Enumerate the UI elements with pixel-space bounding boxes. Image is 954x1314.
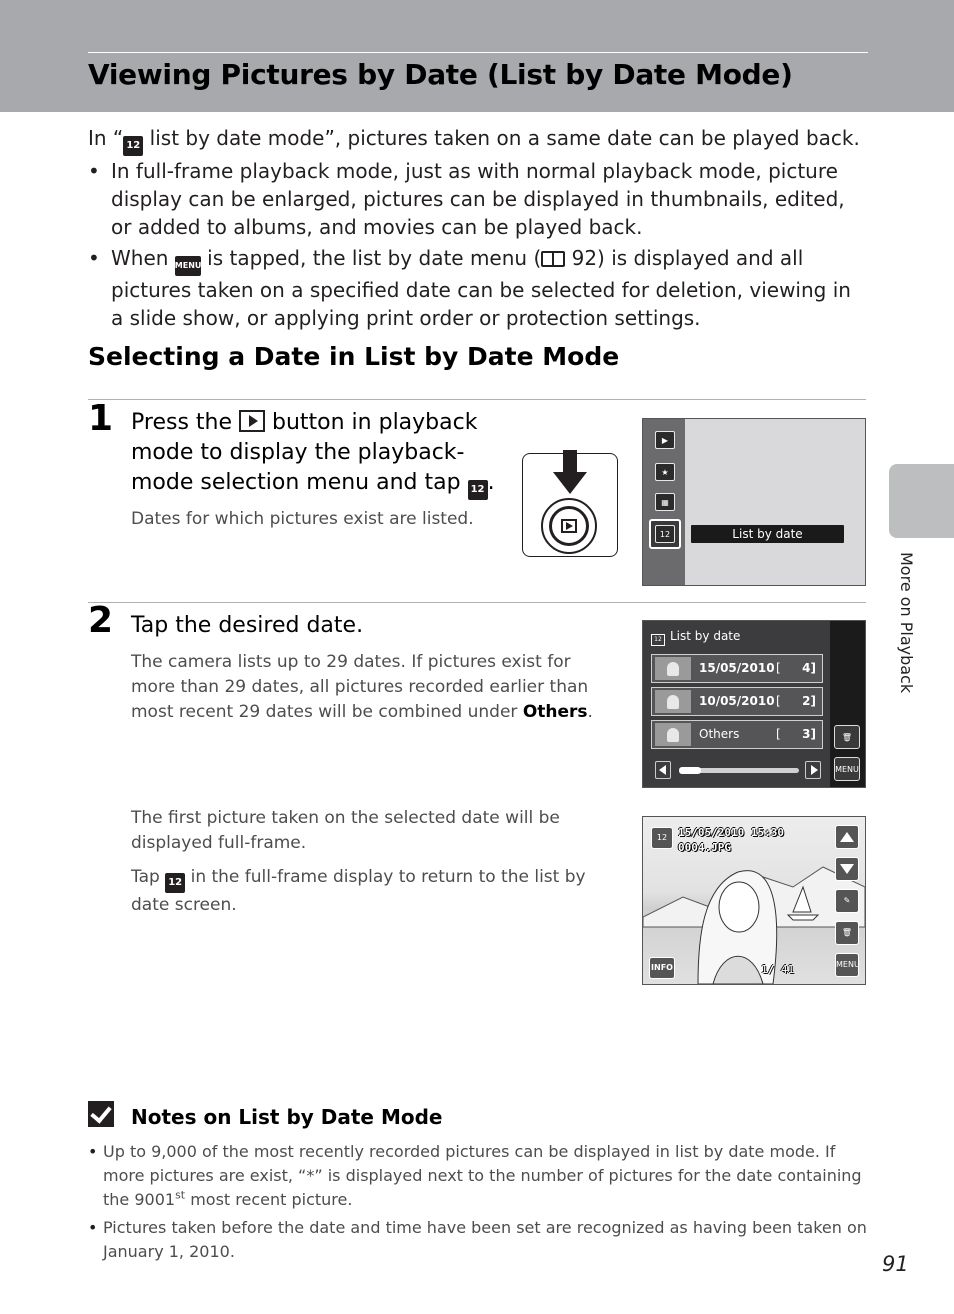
- scroll-right-icon[interactable]: [805, 761, 821, 779]
- picture-counter: 1/ 41: [761, 963, 795, 976]
- scrollbar-thumb[interactable]: [679, 767, 701, 774]
- note-item: [88, 1216, 868, 1264]
- intro-paragraph: [88, 124, 868, 156]
- note-text-post: most recent picture.: [185, 1190, 353, 1209]
- row-bracket-close: ]: [810, 727, 816, 741]
- menu-icon: MENU: [175, 256, 201, 276]
- step-2-heading: Tap the desired date.: [131, 613, 364, 638]
- step-2-body: [131, 650, 611, 725]
- list-by-date-icon[interactable]: 12: [651, 827, 673, 849]
- chapter-tab: [889, 464, 954, 538]
- list-by-date-screen: [642, 620, 866, 788]
- row-bracket: [: [776, 727, 781, 741]
- scroll-down-icon[interactable]: [835, 857, 859, 881]
- row-bracket: [: [776, 694, 781, 708]
- book-reference-icon: [541, 251, 565, 267]
- step-2-body-2: The first picture taken on the selected date will be displayed full-frame.: [131, 808, 560, 853]
- step-1-head-pre: Press the: [131, 410, 239, 435]
- scroll-up-icon[interactable]: [835, 825, 859, 849]
- playback-button-figure: [522, 453, 618, 557]
- date-row[interactable]: [651, 720, 823, 749]
- auto-sort-icon[interactable]: ▦: [655, 493, 675, 511]
- bullet-item: [88, 244, 868, 332]
- screen-title-text: List by date: [670, 629, 741, 643]
- playback-mode-icon[interactable]: ▶: [655, 431, 675, 449]
- list-by-date-icon: 12: [123, 136, 143, 156]
- step-2-body3-post: in the full-frame display to return to the list by date screen.: [131, 867, 586, 915]
- row-date: 15/05/2010: [699, 661, 775, 675]
- thumbnail: [655, 690, 691, 713]
- step-2-body-pre: The camera lists up to 29 dates. If pictures exist for more than 29 dates, all pictures recorded earlier than most recent 29 dates will be combined under: [131, 652, 589, 722]
- press-arrow-head: [553, 472, 587, 494]
- row-count: [802, 694, 816, 708]
- info-icon[interactable]: INFO: [649, 957, 675, 979]
- edit-icon[interactable]: ✎: [835, 889, 859, 913]
- intro-text-pre: In “: [88, 126, 124, 150]
- bullet-text-ref: 92) is displayed and all pictures taken on a specified date can be selected for deletion, viewing in a slide show, or applying print order or protection settings.: [111, 246, 851, 330]
- list-by-date-icon: 12: [651, 634, 665, 646]
- row-bracket: [: [776, 661, 781, 675]
- step-1-head-mid: button in playback mode to display the playback-mode selection menu and tap: [131, 410, 478, 495]
- playback-button-ring: [541, 498, 597, 554]
- playback-mode-menu-screen: [642, 418, 866, 586]
- list-by-date-label: List by date: [691, 525, 844, 543]
- check-icon: [88, 1101, 114, 1127]
- step-1-number: 1: [88, 398, 114, 439]
- favorite-pictures-icon[interactable]: ★: [655, 463, 675, 481]
- list-by-date-icon[interactable]: 12: [655, 525, 675, 543]
- note-text: Pictures taken before the date and time have been set are recognized as having been taken on January 1, 2010.: [103, 1218, 867, 1261]
- list-by-date-icon: 12: [165, 873, 185, 893]
- playback-button-inner: [549, 506, 589, 546]
- menu-icon[interactable]: MENU: [834, 757, 860, 781]
- notes-title: Notes on List by Date Mode: [131, 1105, 443, 1129]
- page-number: 91: [882, 1252, 909, 1276]
- step-2-body-3: [131, 865, 591, 918]
- photo-datetime: 15/05/2010 15:30: [678, 826, 784, 839]
- row-count: [802, 727, 816, 741]
- playback-icon: [561, 519, 577, 533]
- thumbnail: [655, 723, 691, 746]
- note-text-pre: Up to 9,000 of the most recently recorded pictures can be displayed in list by date mode. If more pictures are exist, “*” is displayed next to the number of pictures for the date containing the 9001: [103, 1142, 862, 1209]
- header-rule: [88, 52, 868, 53]
- section-rule: [88, 399, 866, 400]
- row-bracket-close: ]: [810, 661, 816, 675]
- row-count: [802, 661, 816, 675]
- bullet-text: In full-frame playback mode, just as with normal playback mode, picture display can be enlarged, pictures can be displayed in thumbnails, edited, or added to albums, and movies can be played back.: [111, 159, 845, 239]
- trash-icon[interactable]: 🗑: [834, 725, 860, 749]
- thumbnail: [655, 657, 691, 680]
- chapter-label: More on Playback: [897, 552, 916, 694]
- full-frame-screen: [642, 816, 866, 985]
- press-arrow-icon: [563, 450, 577, 474]
- scroll-left-icon[interactable]: [655, 761, 671, 779]
- step-1-body: Dates for which pictures exist are listed.: [131, 509, 474, 529]
- row-count-value: 4: [802, 661, 811, 675]
- notes-list: [88, 1140, 868, 1268]
- date-row[interactable]: [651, 654, 823, 683]
- page-title: Viewing Pictures by Date (List by Date Mode): [88, 58, 793, 91]
- photo-filename: 0004.JPG: [678, 841, 731, 854]
- step-1-head-post: .: [487, 470, 495, 495]
- row-count-value: 3: [802, 727, 811, 741]
- step-1-heading: [131, 408, 511, 500]
- header-band: [0, 0, 954, 112]
- note-superscript: st: [175, 1188, 186, 1202]
- row-date: 10/05/2010: [699, 694, 775, 708]
- others-term: Others: [522, 702, 588, 722]
- playback-icon: [239, 410, 265, 432]
- bullet-list: [88, 157, 868, 335]
- step-2-body-post: .: [587, 702, 593, 722]
- step-2-body3-pre: Tap: [131, 867, 166, 887]
- bullet-text-pre: When: [111, 246, 175, 270]
- step-rule: [88, 602, 866, 603]
- list-by-date-icon: 12: [468, 480, 488, 500]
- note-item: [88, 1140, 868, 1212]
- step-2-number: 2: [88, 600, 114, 641]
- menu-icon[interactable]: MENU: [835, 953, 859, 977]
- bullet-item: [88, 157, 868, 241]
- scrollbar[interactable]: [679, 768, 799, 773]
- date-row[interactable]: [651, 687, 823, 716]
- trash-icon[interactable]: 🗑: [835, 921, 859, 945]
- intro-text-post: list by date mode”, pictures taken on a same date can be played back.: [143, 126, 860, 150]
- row-bracket-close: ]: [810, 694, 816, 708]
- screen-title: [651, 629, 740, 646]
- bullet-text-mid: is tapped, the list by date menu (: [200, 246, 542, 270]
- row-count-value: 2: [802, 694, 811, 708]
- row-date: Others: [699, 727, 740, 741]
- photo-illustration: [643, 817, 865, 984]
- section-title: Selecting a Date in List by Date Mode: [88, 342, 620, 371]
